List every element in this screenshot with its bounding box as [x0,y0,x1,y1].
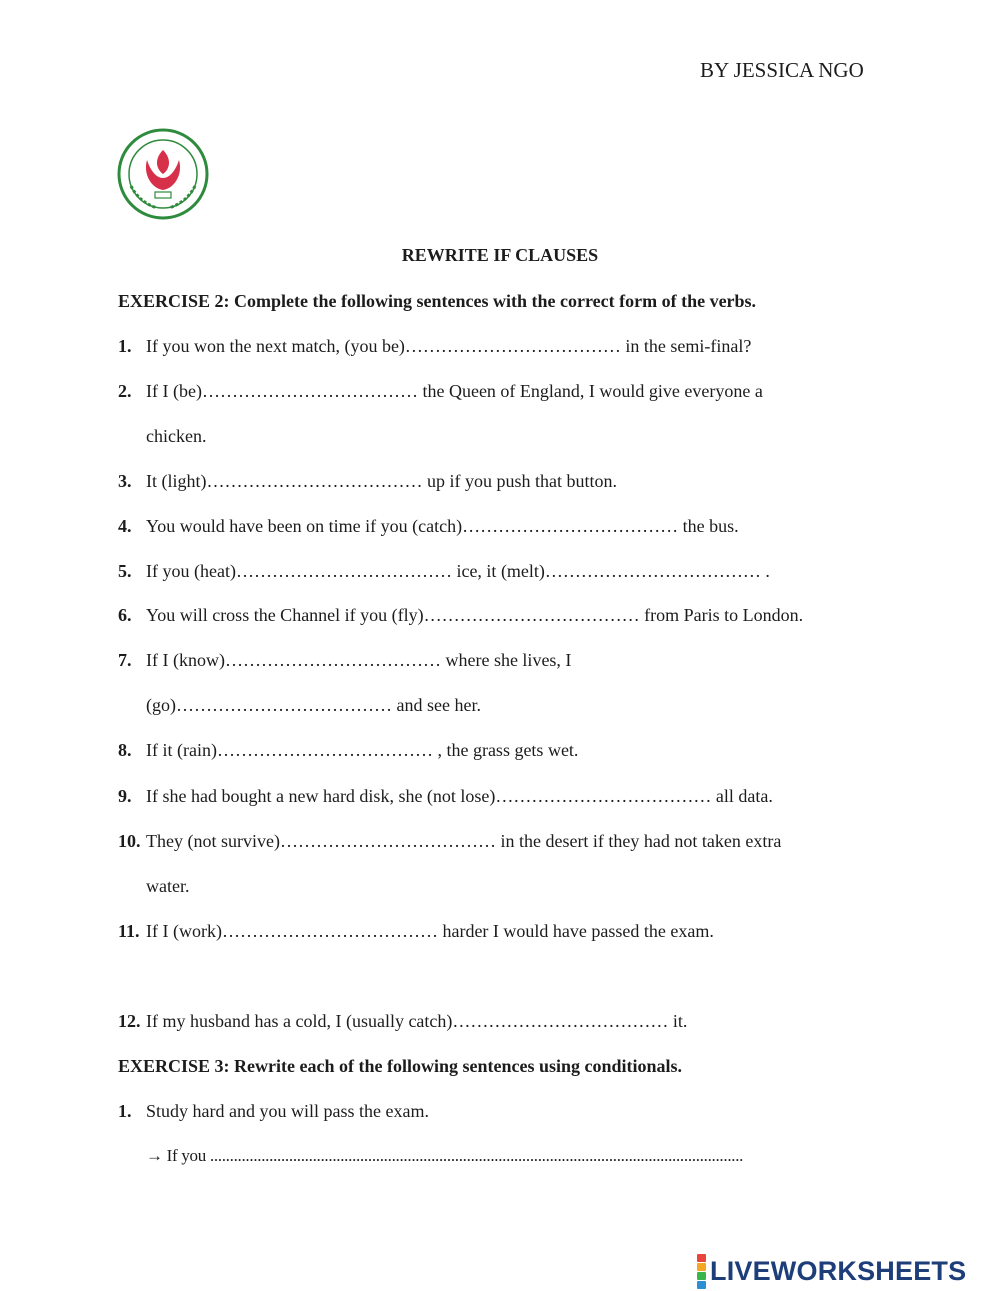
page-title: REWRITE IF CLAUSES [401,245,599,265]
exercise-2-item-text: If my husband has a cold, I (usually catch)……………………………… it. [146,1011,688,1031]
exercise-2-item-number: 9. [118,786,132,806]
exercise-2-heading: EXERCISE 2: Complete the following sentences with the correct form of the verbs. [118,291,757,311]
exercise-2-item-text: If I (know)……………………………… where she lives, I [146,650,572,670]
exercise-2-item-text: If you (heat)……………………………… ice, it (melt)……………………………… . [146,561,770,581]
exercise-2-item-number: 10. [118,831,141,851]
liveworksheets-brand-text: LIVEWORKSHEETS [710,1256,967,1286]
exercise-2-item-text: If she had bought a new hard disk, she (not lose)……………………………… all data. [146,786,773,806]
exercise-2-item-text: They (not survive)……………………………… in the desert if they had not taken extra [146,831,782,851]
exercise-2-item-text: It (light)……………………………… up if you push that button. [146,471,617,491]
exercise-2-item-text: If I (be)……………………………… the Queen of England, I would give everyone a [146,381,763,401]
exercise-2-item-number: 7. [118,650,132,670]
exercise-2-item-number: 4. [118,516,132,536]
exercise-3-heading: EXERCISE 3: Rewrite each of the following sentences using conditionals. [118,1056,683,1076]
exercise-3-answer-line: → If you ....................................................................................................................................... [146,1146,744,1165]
exercise-2-item-number: 1. [118,336,132,356]
exercise-2-item-text: If you won the next match, (you be)……………………………… in the semi-final? [146,336,752,356]
exercise-2-item-text-continued: (go)……………………………… and see her. [146,695,481,715]
exercise-2-item-number: 12. [118,1011,141,1031]
exercise-2-item-number: 8. [118,740,132,760]
exercise-3-item-sentence: Study hard and you will pass the exam. [146,1101,429,1121]
exercise-2-item-number: 11. [118,921,140,941]
exercise-3-item-number: 1. [118,1101,132,1121]
exercise-2-item-number: 2. [118,381,132,401]
liveworksheets-blocks-icon [697,1254,706,1289]
author-credit: BY JESSICA NGO [700,58,864,82]
exercise-2-item-text: You would have been on time if you (catch)……………………………… the bus. [146,516,739,536]
exercise-2-item-text: If I (work)……………………………… harder I would have passed the exam. [146,921,714,941]
liveworksheets-logo [697,1254,966,1289]
exercise-2-item-number: 5. [118,561,132,581]
exercise-2-item-text: You will cross the Channel if you (fly)……………………………… from Paris to London. [146,605,804,625]
exercise-2-item-text: If it (rain)……………………………… , the grass gets wet. [146,740,579,760]
exercise-2-item-number: 3. [118,471,132,491]
school-seal-icon [117,128,209,220]
exercise-2-item-number: 6. [118,605,132,625]
exercise-2-item-text-continued: chicken. [146,426,207,446]
exercise-2-item-text-continued: water. [146,876,190,896]
